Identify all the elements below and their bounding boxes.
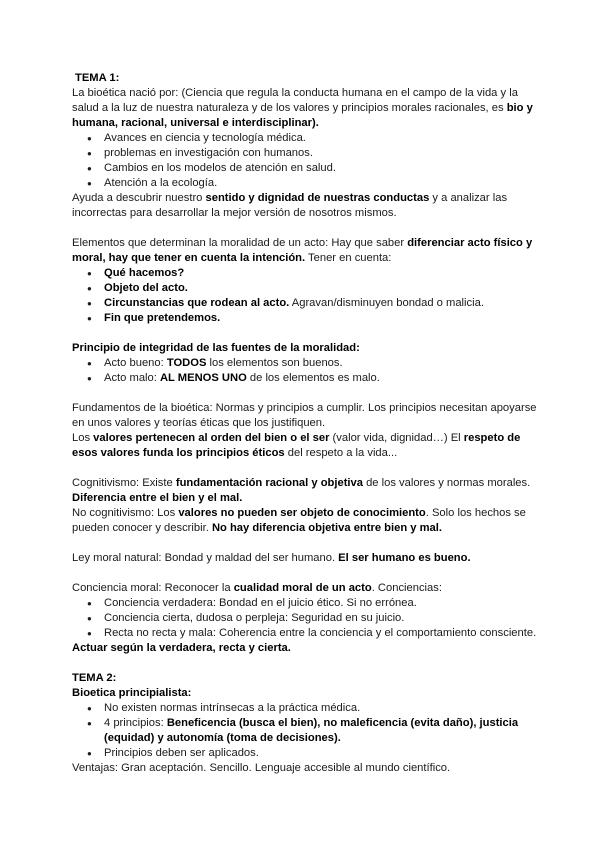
foundations-paragraph [72, 401, 540, 431]
text-run: Principios deben ser aplicados. [104, 747, 259, 759]
integrity-heading: Principio de integridad de las fuentes de la moralidad: [72, 342, 360, 354]
spacer [72, 386, 540, 401]
text-run: La bioética nació por: (Ciencia que regula la conducta humana en el campo de la vida y la salud a la luz de nuestra naturaleza y de los valores y principios morales racionales, es [72, 87, 518, 114]
conscience-list [72, 596, 540, 641]
list-item [104, 716, 540, 746]
text-run: los elementos son buenos. [206, 357, 343, 369]
list-item [104, 311, 540, 326]
list-item [104, 746, 540, 761]
spacer [72, 461, 540, 476]
text-run: del respeto a la vida... [284, 447, 398, 459]
text-run: y a analizar las incorrectas para desarrollar la mejor versión de nosotros mismos. [72, 192, 508, 219]
section-title-tema1: TEMA 1: [75, 72, 120, 84]
list-item: ● Conciencia verdadera: Bondad en el juicio ético. Si no errónea. [104, 596, 540, 611]
spacer [72, 656, 540, 671]
bold-text: AL MENOS UNO [159, 372, 247, 384]
bold-text: valores no pueden ser objeto de conocimiento [178, 507, 426, 519]
text-run: (valor vida, dignidad…) El [329, 432, 464, 444]
list-item [104, 296, 540, 311]
purpose-paragraph [72, 191, 540, 221]
intro-paragraph [72, 86, 540, 131]
bold-text: bio y humana, racional, universal e interdisciplinar). [72, 102, 533, 129]
spacer [72, 536, 540, 551]
list-item: ● Atención a la ecología. [104, 176, 540, 191]
causes-list [72, 131, 540, 191]
bold-text: El ser humano es bueno. [338, 552, 471, 564]
subtitle-principialista: Bioetica principialista: [72, 687, 192, 699]
bold-text: cualidad moral de un acto [233, 582, 372, 594]
spacer [72, 326, 540, 341]
bold-text: diferenciar acto físico y moral, hay que tener en cuenta la intención. [72, 237, 533, 264]
list-item [104, 281, 540, 296]
bold-text: sentido y dignidad de nuestras conductas [205, 192, 430, 204]
text-run: Conciencia moral: Reconocer la [72, 582, 234, 594]
text-run: de los valores y normas morales. [362, 477, 531, 489]
cognitivism-paragraph [72, 476, 540, 506]
text-run: Fundamentos de la bioética: Normas y principios a cumplir. Los principios necesitan apoyarse en unos valores y teorías éticas que los justifiquen. [72, 402, 537, 429]
advantages-paragraph: Ventajas: Gran aceptación. Sencillo. Lenguaje accesible al mundo científico. [72, 762, 451, 774]
bold-text: respeto de esos valores funda los principios éticos [72, 432, 521, 459]
text-run: Elementos que determinan la moralidad de un acto: Hay que saber [72, 237, 408, 249]
bold-text: Circunstancias que rodean al acto. [104, 297, 290, 309]
conclusion-text: Actuar según la verdadera, recta y cierta. [72, 642, 291, 654]
bold-text: Fin que pretendemos. [104, 312, 221, 324]
section-title-tema2: TEMA 2: [72, 672, 117, 684]
list-item: ● Avances en ciencia y tecnología médica. [104, 131, 540, 146]
principialista-list [72, 701, 540, 761]
list-item [104, 701, 540, 716]
bold-text: TODOS [166, 357, 207, 369]
spacer [72, 566, 540, 581]
bold-text: Qué hacemos? [104, 267, 185, 279]
text-run: . Solo los hechos se pueden conocer y describir. [72, 507, 526, 534]
bold-text: fundamentación racional y objetiva [175, 477, 363, 489]
text-run: Ayuda a descubrir nuestro [72, 192, 206, 204]
bold-text: Diferencia entre el bien y el mal. [72, 492, 243, 504]
text-run: Tener en cuenta: [305, 252, 392, 264]
text-run: 4 principios: [104, 717, 167, 729]
text-run: Acto bueno: [104, 357, 167, 369]
text-run: Cognitivismo: Existe [72, 477, 176, 489]
text-run: Agravan/disminuyen bondad o malicia. [289, 297, 484, 309]
text-run: No cognitivismo: Los [72, 507, 179, 519]
bold-text: No hay diferencia objetiva entre bien y mal. [211, 522, 442, 534]
list-item [104, 371, 540, 386]
list-item: ● problemas en investigación con humanos. [104, 146, 540, 161]
text-run: No existen normas intrínsecas a la práctica médica. [104, 702, 361, 714]
bold-text: Objeto del acto. [104, 282, 188, 294]
text-run: de los elementos es malo. [246, 372, 380, 384]
text-run: Los [72, 432, 94, 444]
bold-text: valores pertenecen al orden del bien o el ser [93, 432, 330, 444]
morality-list [72, 266, 540, 326]
text-run: . Conciencias: [371, 582, 442, 594]
list-item: ● Recta no recta y mala: Coherencia entre la conciencia y el comportamiento consciente. [104, 626, 540, 641]
list-item [104, 266, 540, 281]
conscience-paragraph [72, 581, 540, 596]
values-paragraph [72, 431, 540, 461]
noncognitivism-paragraph [72, 506, 540, 536]
text-run: Acto malo: [104, 372, 160, 384]
bold-text: Beneficencia (busca el bien), no maleficencia (evita daño), justicia (equidad) y autonomía (toma de decisiones). [104, 717, 519, 744]
list-item [104, 356, 540, 371]
spacer [72, 221, 540, 236]
text-run: Ley moral natural: Bondad y maldad del ser humano. [72, 552, 339, 564]
morality-paragraph [72, 236, 540, 266]
integrity-list [72, 356, 540, 386]
list-item: ● Cambios en los modelos de atención en salud. [104, 161, 540, 176]
list-item: ● Conciencia cierta, dudosa o perpleja: Seguridad en su juicio. [104, 611, 540, 626]
natural-law-paragraph [72, 551, 540, 566]
